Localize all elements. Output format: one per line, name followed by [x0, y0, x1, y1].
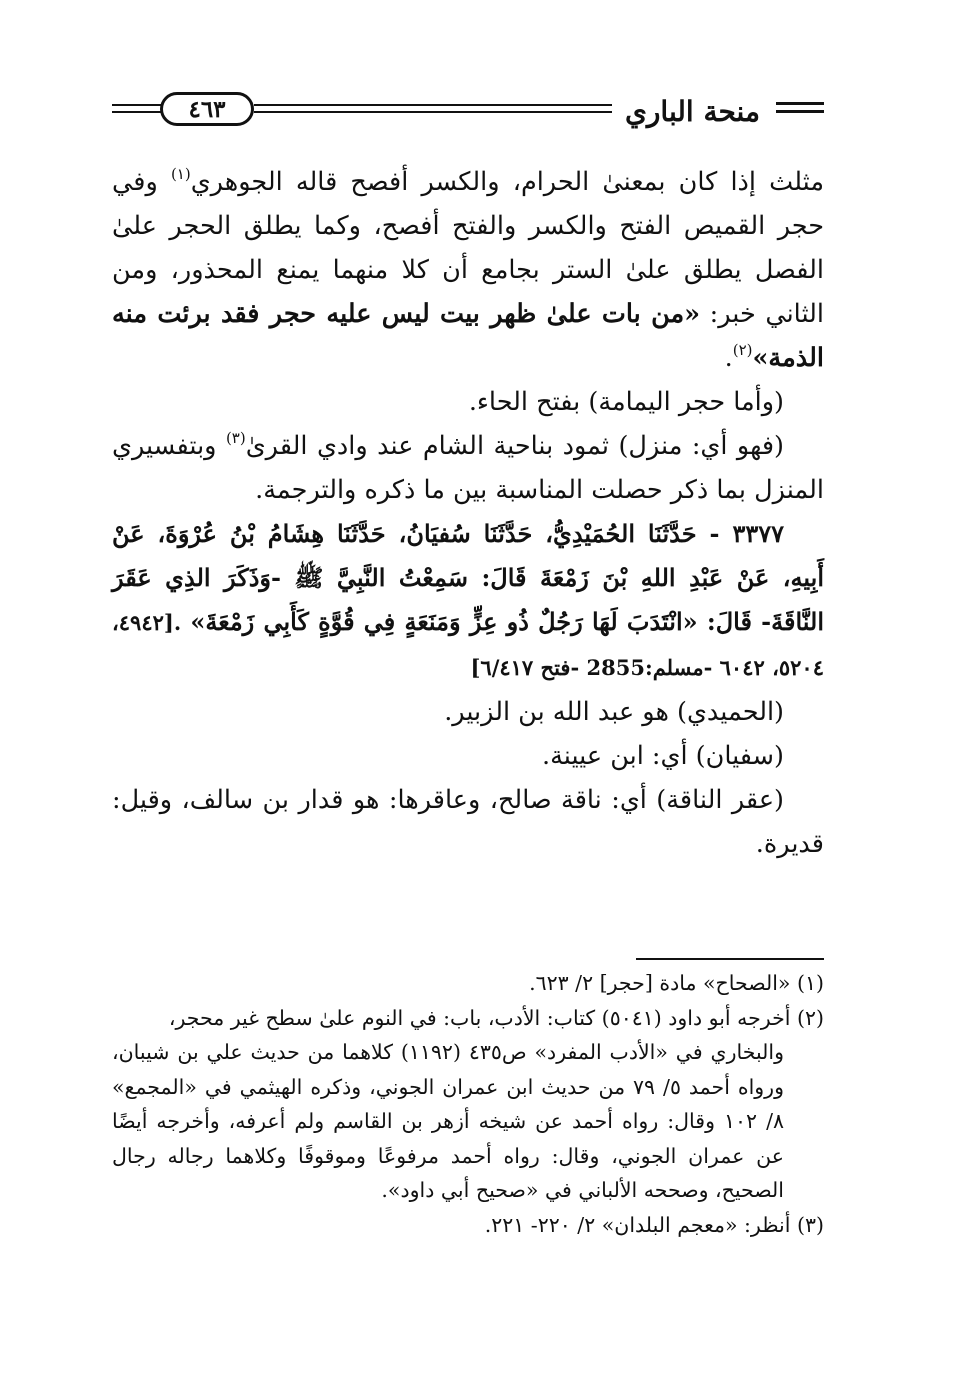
paragraph-6: (عقر الناقة) أي: ناقة صالح، وعاقرها: هو قدار بن سالف، وقيل: قديرة. [112, 785, 824, 859]
header-rule-left-top [112, 104, 162, 106]
hadith-3377 [112, 512, 824, 690]
header-rule-right-top [776, 102, 824, 105]
page-number: ٤٦٣ [188, 95, 226, 123]
paragraph-2: (وأما حجر اليمامة) بفتح الحاء. [468, 387, 784, 417]
footnote-ref-2: (٢) [732, 341, 753, 359]
p3-text-a: (فهو أي: منزل) ثمود بناحية الشام عند وادي القرىٰ [245, 431, 784, 461]
header-rule-left-bottom [112, 111, 162, 113]
p1-end: . [724, 343, 733, 373]
header-rule-right-bottom [776, 110, 824, 113]
p1-text-a: مثلث إذا كان بمعنىٰ الحرام، والكسر أفصح قاله الجوهري [190, 167, 824, 197]
footnote-2-continued: والبخاري في «الأدب المفرد» ص٤٣٥ (١١٩٢) كلاهما من حديث علي بن شيبان، ورواه أحمد ٥/ ٧٩ من حديث ابن عمران الجوني، وذكره الهيثمي في «المجمع» ٨/ ١٠٢ وقال: رواه أحمد عن شيخه أزهر بن القاسم ولم أعرفه، وأخرجه أيضًا عن عمران الجوني، وقال: رواه أحمد مرفوعًا وموقوفًا وكلاهما رجاله رجال الصحيح، وصححه الألباني في «صحيح أبي داود». [112, 1040, 784, 1202]
p1-hadith-quote: «من بات علىٰ ظهر بيت ليس عليه حجر فقد برئت منه الذمة» [112, 299, 824, 373]
paragraph-3 [112, 424, 824, 512]
page-number-badge [160, 92, 254, 126]
hadith-text: ٣٣٧٧ - حَدَّثَنَا الحُمَيْدِيُّ، حَدَّثَنَا سُفيَانُ، حَدَّثَنَا هِشَامُ بْنُ عُرْوَةَ، عَنْ أَبِيهِ، عَنْ عَبْدِ اللهِ بْنَ زَمْعَةَ قَالَ: سَمِعْتُ النَّبِيَّ ﷺ -وَذَكَرَ الذِي عَقَرَ النَّاقَةَ- قَالَ: «انْتَدَبَ لَهَا رَجُلٌ ذُو عِزٍّ وَمَنَعَةٍ فِي قُوَّةٍ كَأَبِي زَمْعَةَ» [112, 519, 824, 636]
footnote-1: (١) «الصحاح» مادة [حجر] ٢/ ٦٢٣. [529, 971, 824, 995]
footnote-2-first-line: (٢) أخرجه أبو داود (٥٠٤١) كتاب: الأدب، باب: في النوم علىٰ سطح غير محجر، [168, 1005, 824, 1030]
footnotes [112, 966, 824, 1242]
header-rule-middle-bottom [254, 111, 612, 113]
footnote-ref-3: (٣) [225, 429, 246, 447]
running-header [112, 88, 824, 136]
hadith-references: .[٤٩٤٢، ٥٢٠٤، ٦٠٤٢ -مسلم:2855 -فتح ٦/٤١٧] [112, 610, 824, 680]
paragraph-4: (الحميدي) هو عبد الله بن الزبير. [444, 697, 784, 727]
header-rule-middle-top [254, 104, 612, 106]
footnote-separator [636, 958, 824, 960]
footnote-3: (٣) أنظر: «معجم البلدان» ٢/ ٢٢٠- ٢٢١. [484, 1212, 824, 1237]
p1-text-b: وفي حجر القميص الفتح والكسر والفتح أفصح، وكما يطلق الحجر علىٰ الفصل يطلق علىٰ الستر بجامع أن كلا منهما يمنع المحذور، ومن الثاني خبر: [112, 167, 824, 329]
main-text [112, 160, 824, 866]
running-title: منحة الباري [624, 95, 760, 128]
p3-text-b: وبتفسيري المنزل بما ذكر حصلت المناسبة بين ما ذكره والترجمة. [112, 431, 824, 505]
footnote-ref-1: (١) [170, 165, 191, 183]
paragraph-1 [112, 160, 824, 380]
paragraph-5: (سفيان) أي: ابن عيينة. [542, 741, 784, 771]
